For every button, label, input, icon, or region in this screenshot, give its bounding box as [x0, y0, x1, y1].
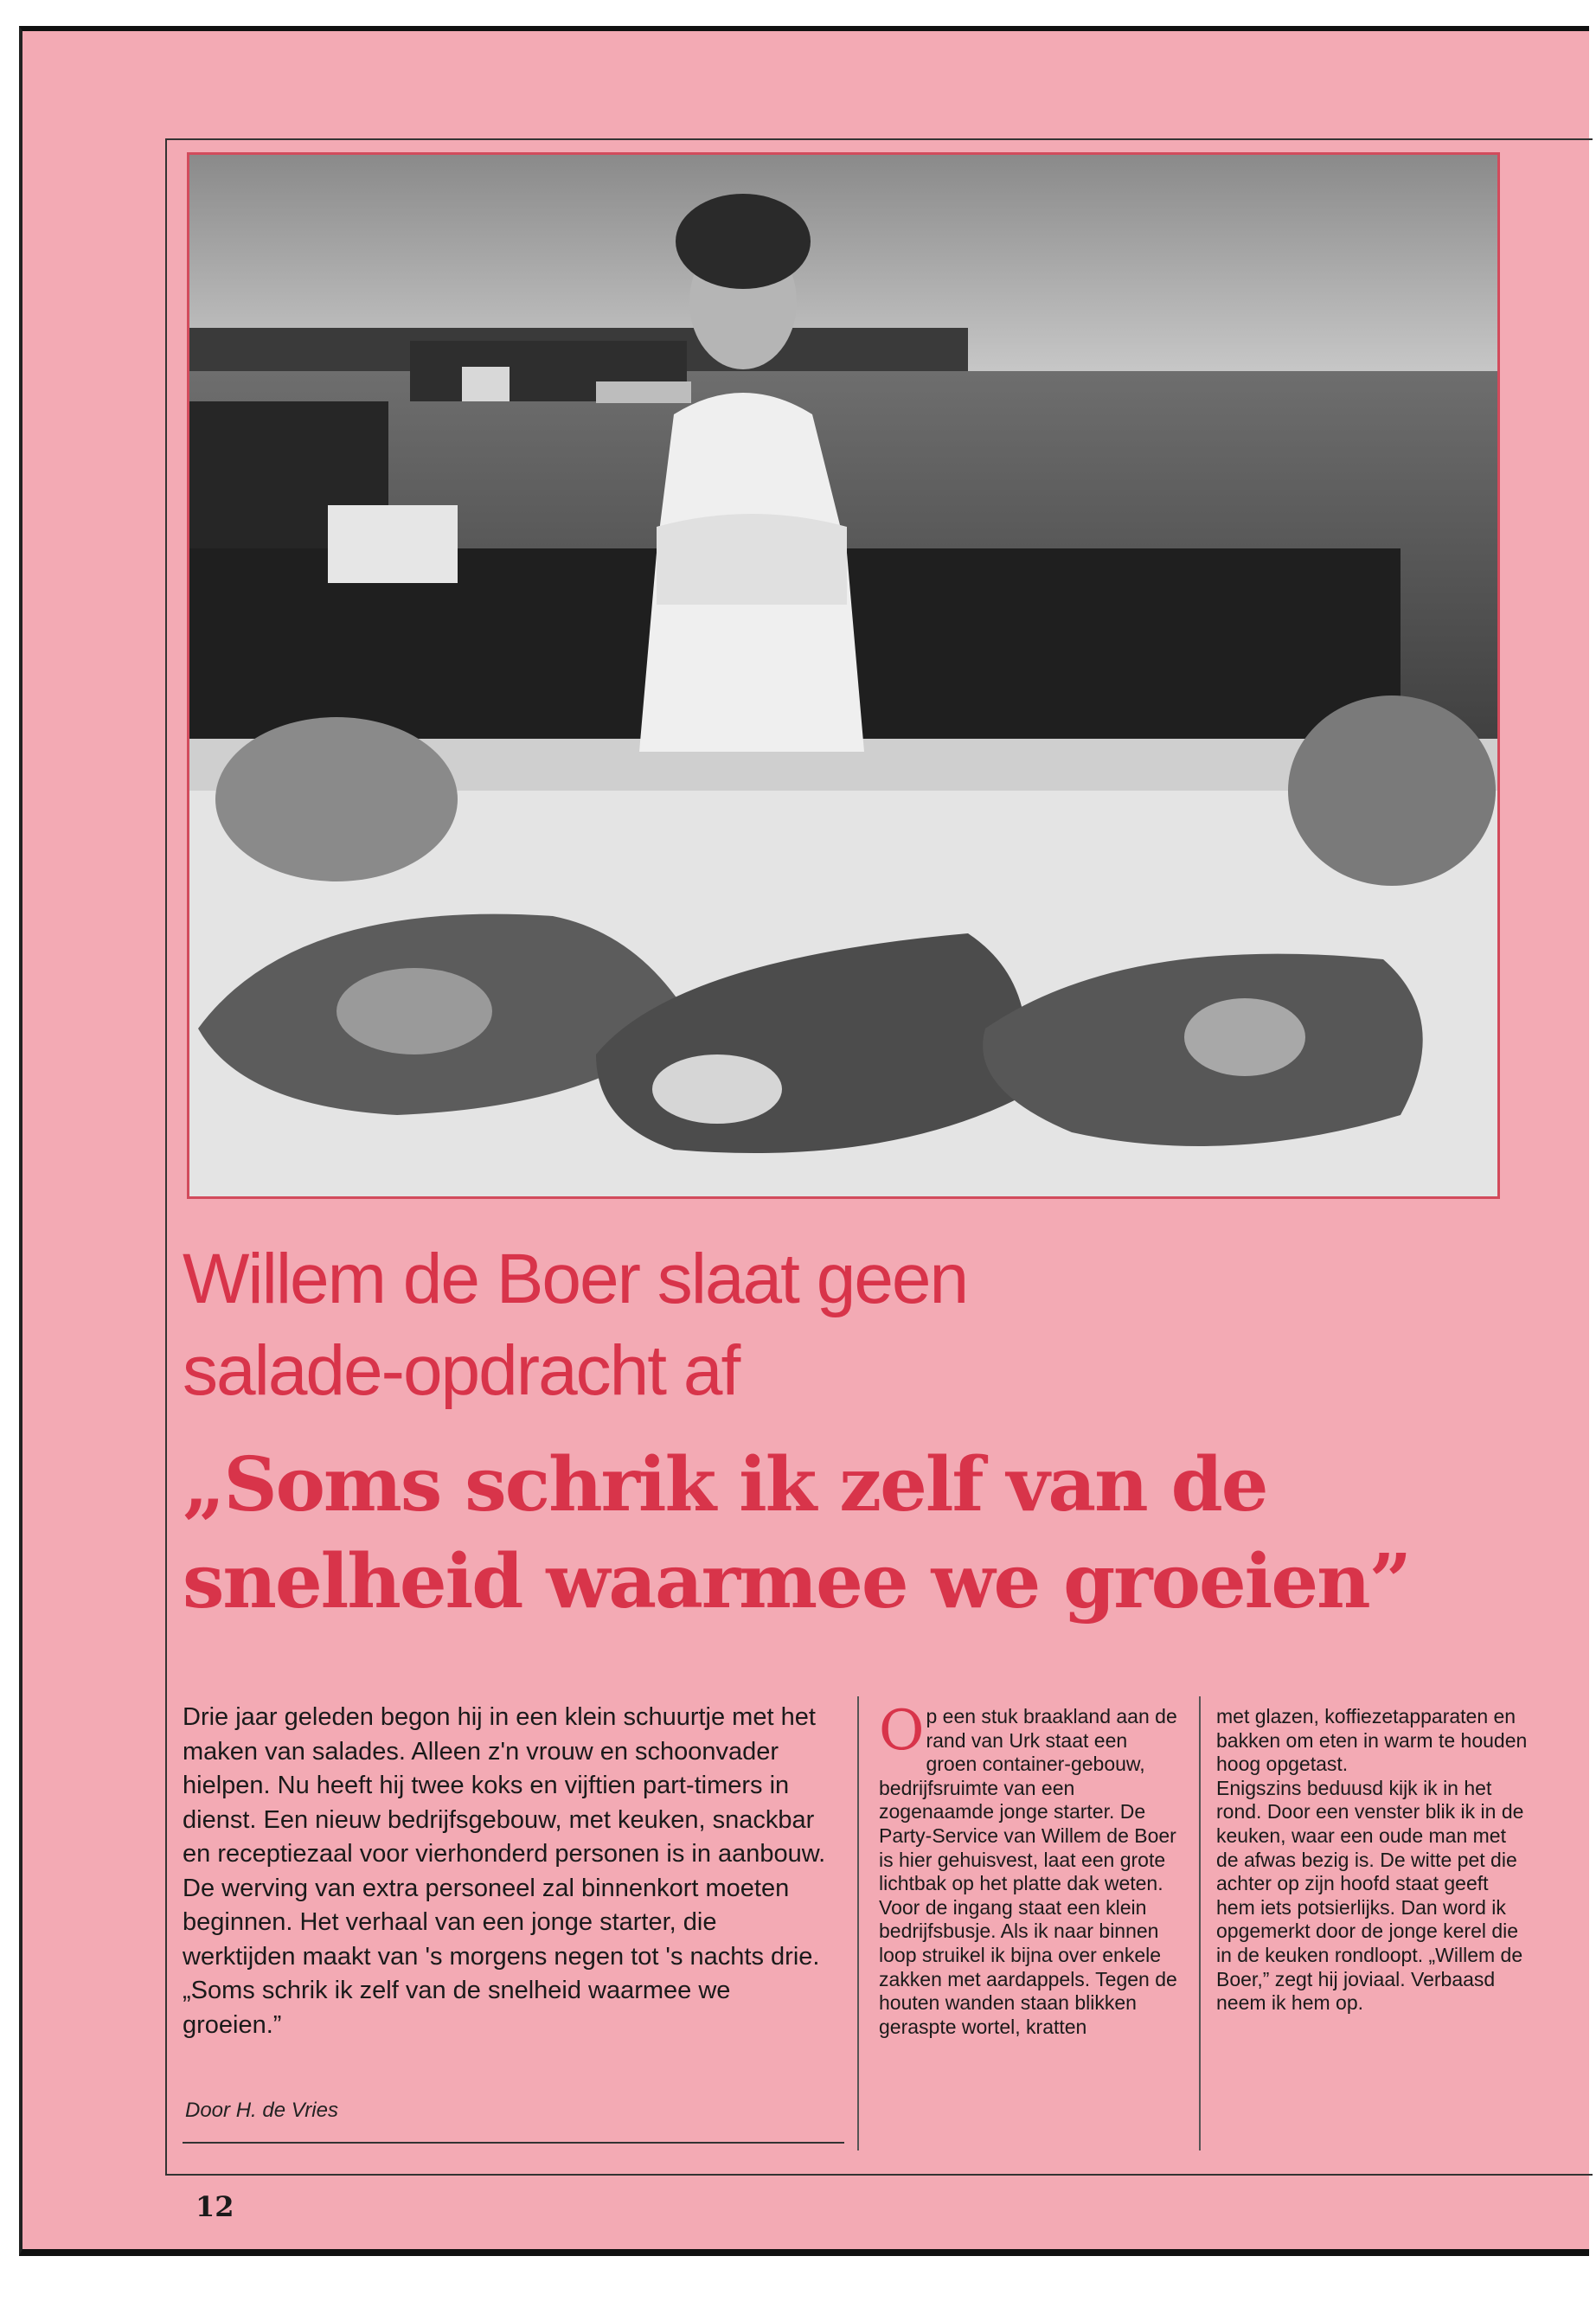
feature-photo [187, 152, 1500, 1199]
quote-headline-line-1: „Soms schrik ik zelf van de [183, 1441, 1267, 1529]
column-3-paragraph-1: met glazen, koffiezetapparaten en bakken om eten in warm te houden hoog opgetast. [1216, 1705, 1528, 1776]
headline-line-1: Willem de Boer slaat geen [183, 1240, 968, 1318]
intro-paragraph: Drie jaar geleden begon hij in een klein schuurtje met het maken van salades. Alleen z'n vrouw en schoonvader hielpen. Nu heeft hij twee koks en vijftien part-timers in dienst. Een nieuw bedrijfsgebouw, met keuken, snackbar en receptiezaal voor vierhonderd personen is in aanbouw. De werving van extra personeel zal binnenkort moeten beginnen. Het verhaal van een jonge starter, die werktijden maakt van 's morgens negen tot 's nachts drie. „Soms schrik ik zelf van de snelheid waarmee we groeien.” [183, 1703, 826, 2039]
quote-headline [183, 1437, 1523, 1631]
headline-line-2: salade-opdracht af [183, 1331, 740, 1410]
column-divider-left [857, 1696, 859, 2150]
magazine-page [19, 26, 1589, 2256]
frame-rule-top [165, 138, 1593, 140]
intro-rule [183, 2142, 844, 2144]
column-3-paragraph-2: Enigszins beduusd kijk ik in het rond. Door een venster blik ik in de keuken, waar een oude man met de afwas bezig is. De witte pet die achter op zijn hoofd staat geeft hem iets potsierlijks. Dan word ik opgemerkt door de jonge kerel die in de keuken rondloopt. „Willem de Boer,” zegt hij joviaal. Verbaasd neem ik hem op. [1216, 1776, 1524, 2015]
byline: Door H. de Vries [185, 2099, 338, 2122]
article-column-2 [879, 1699, 1177, 2039]
headline [183, 1234, 1394, 1417]
page-number: 12 [195, 2190, 234, 2223]
photo-illustration [189, 155, 1497, 1196]
column-divider-right [1199, 1696, 1201, 2150]
quote-headline-line-2: snelheid waarmee we groeien” [183, 1538, 1411, 1625]
article-column-3 [1216, 1705, 1532, 2016]
column-2-text: p een stuk braakland aan de rand van Urk staat een groen container-gebouw, bedrijfsruimte van een zogenaamde jonge starter. De Party-Service van Willem de Boer is hier gehuisvest, laat een grote lichtbak op het platte dak weten. Voor de ingang staat een klein bedrijfsbusje. Als ik naar binnen loop struikel ik bijna over enkele zakken met aardappels. Tegen de houten wanden staan blikken geraspte wortel, kratten [879, 1705, 1177, 2038]
frame-rule-left [165, 138, 167, 2176]
frame-rule-bottom [165, 2174, 1593, 2176]
drop-cap: O [879, 1699, 925, 1763]
